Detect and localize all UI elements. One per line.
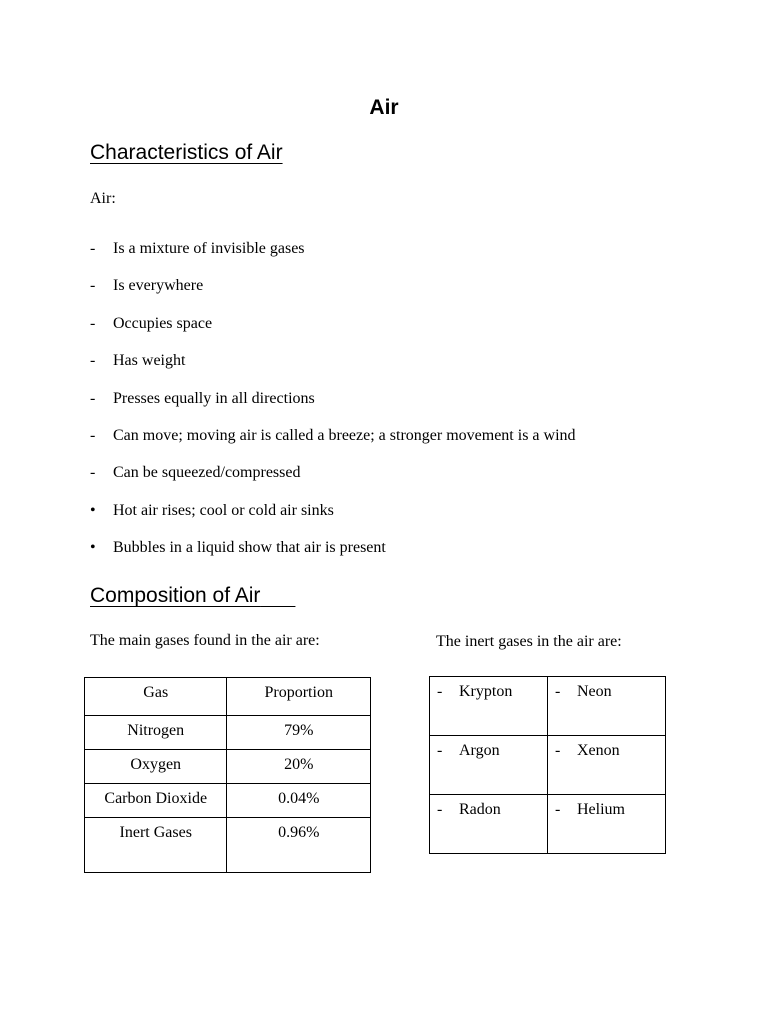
list-marker: - bbox=[555, 801, 561, 818]
table-cell: Oxygen bbox=[85, 750, 227, 784]
table-cell: 79% bbox=[227, 716, 371, 750]
list-marker: • bbox=[90, 501, 96, 519]
list-marker: - bbox=[437, 801, 443, 818]
list-item-text: Presses equally in all directions bbox=[113, 389, 315, 407]
table-cell bbox=[548, 677, 666, 736]
list-marker: - bbox=[90, 240, 96, 257]
list-item-text: Can be squeezed/compressed bbox=[113, 464, 301, 482]
list-item-text: Hot air rises; cool or cold air sinks bbox=[113, 501, 334, 519]
list-marker: - bbox=[437, 742, 443, 759]
list-item bbox=[90, 390, 576, 427]
composition-heading: Composition of Air bbox=[90, 584, 261, 607]
characteristics-heading: Characteristics of Air bbox=[90, 141, 283, 164]
inert-gas-name: Argon bbox=[459, 742, 500, 759]
list-item-text: Is a mixture of invisible gases bbox=[113, 240, 305, 257]
inert-gases-caption: The inert gases in the air are: bbox=[436, 633, 622, 650]
list-item bbox=[90, 240, 576, 277]
table-row bbox=[430, 795, 666, 854]
table-cell: 0.04% bbox=[227, 784, 371, 818]
list-marker: - bbox=[437, 683, 443, 700]
inert-gas-name: Helium bbox=[577, 801, 625, 818]
list-marker: • bbox=[90, 539, 96, 557]
list-item-text: Occupies space bbox=[113, 314, 213, 332]
table-header-cell: Proportion bbox=[227, 678, 371, 716]
table-cell: Nitrogen bbox=[85, 716, 227, 750]
table-cell: 0.96% bbox=[227, 818, 371, 873]
characteristics-list bbox=[90, 240, 576, 577]
list-marker: - bbox=[90, 426, 96, 444]
list-marker: - bbox=[90, 314, 96, 332]
table-row bbox=[85, 716, 371, 750]
list-marker: - bbox=[555, 742, 561, 759]
table-row bbox=[85, 784, 371, 818]
table-cell: Carbon Dioxide bbox=[85, 784, 227, 818]
table-cell bbox=[430, 677, 548, 736]
inert-gas-name: Krypton bbox=[459, 683, 513, 700]
list-item bbox=[90, 502, 576, 539]
inert-gas-name: Neon bbox=[577, 683, 612, 700]
inert-gas-name: Xenon bbox=[577, 742, 620, 759]
table-header-cell: Gas bbox=[85, 678, 227, 716]
list-item-text: Bubbles in a liquid show that air is present bbox=[113, 539, 386, 557]
page-title: Air bbox=[369, 96, 399, 119]
table-cell: Inert Gases bbox=[85, 818, 227, 873]
inert-gases-table bbox=[429, 676, 666, 854]
table-cell bbox=[430, 736, 548, 795]
table-cell bbox=[548, 795, 666, 854]
list-marker: - bbox=[555, 683, 561, 700]
list-marker: - bbox=[90, 352, 96, 370]
list-item bbox=[90, 539, 576, 576]
list-item-text: Has weight bbox=[113, 352, 186, 370]
table-row bbox=[85, 750, 371, 784]
list-item bbox=[90, 427, 576, 464]
table-row bbox=[430, 736, 666, 795]
gas-proportion-table bbox=[84, 677, 371, 873]
list-item-text: Can move; moving air is called a breeze; a stronger movement is a wind bbox=[113, 426, 576, 444]
list-marker: - bbox=[90, 277, 96, 295]
list-marker: - bbox=[90, 464, 96, 482]
table-cell: 20% bbox=[227, 750, 371, 784]
table-row bbox=[430, 677, 666, 736]
list-item bbox=[90, 277, 576, 314]
characteristics-intro: Air: bbox=[90, 190, 116, 207]
list-item-text: Is everywhere bbox=[113, 277, 204, 295]
list-marker: - bbox=[90, 389, 96, 407]
list-item bbox=[90, 352, 576, 389]
list-item bbox=[90, 315, 576, 352]
table-cell bbox=[548, 736, 666, 795]
table-row bbox=[85, 818, 371, 873]
inert-gas-name: Radon bbox=[459, 801, 501, 818]
main-gases-caption: The main gases found in the air are: bbox=[90, 632, 320, 649]
table-cell bbox=[430, 795, 548, 854]
table-header-row bbox=[85, 678, 371, 716]
list-item bbox=[90, 464, 576, 501]
